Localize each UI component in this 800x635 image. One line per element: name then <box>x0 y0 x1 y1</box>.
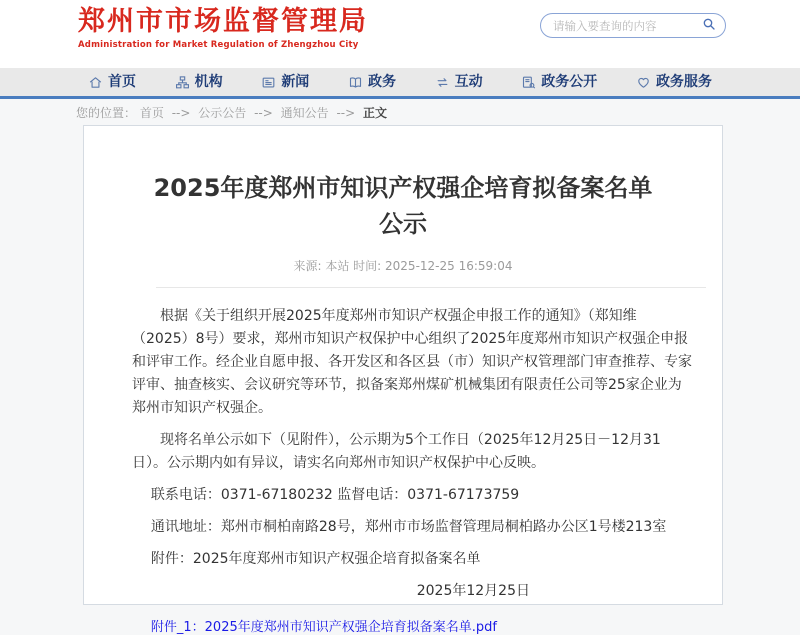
home-icon <box>88 75 103 90</box>
breadcrumb-current: 正文 <box>363 106 388 120</box>
site-logo <box>78 7 368 50</box>
breadcrumb-separator: --> <box>254 106 273 120</box>
news-icon <box>261 75 276 90</box>
nav-item-disclosure[interactable] <box>521 75 597 90</box>
main-nav <box>0 68 800 99</box>
breadcrumb <box>76 104 387 121</box>
interaction-icon <box>435 75 450 90</box>
breadcrumb-item-home[interactable]: 首页 <box>139 106 164 120</box>
nav-item-home[interactable] <box>88 75 136 90</box>
article-paragraph: 现将名单公示如下（见附件），公示期为5个工作日（2025年12月25日－12月31日）。公示期内如有异议，请实名向郑州市知识产权保护中心反映。 <box>132 432 661 471</box>
attachment-pdf-link[interactable]: 附件_1：2025年度郑州市知识产权强企培育拟备案名单.pdf <box>150 620 497 635</box>
sitemap-icon <box>175 75 190 90</box>
breadcrumb-prefix: 您的位置： <box>76 106 137 120</box>
breadcrumb-item-announcements[interactable]: 通知公告 <box>280 106 329 120</box>
nav-label: 政务公开 <box>541 74 598 90</box>
attachment-note-line: 附件：2025年度郑州市知识产权强企培育拟备案名单 <box>150 551 481 567</box>
search-input[interactable] <box>553 19 701 33</box>
nav-label: 政务服务 <box>655 74 712 90</box>
breadcrumb-separator: --> <box>336 106 356 120</box>
article-container <box>83 125 723 635</box>
site-title-english: Administration for Market Regulation of Zhengzhou City <box>78 40 359 50</box>
nav-item-organization[interactable] <box>175 75 223 90</box>
search-icon <box>701 16 717 35</box>
nav-label: 互动 <box>454 74 483 90</box>
gov-affairs-icon <box>348 75 363 90</box>
article-title: 2025年度郑州市知识产权强企培育拟备案名单公示 <box>153 174 653 238</box>
nav-item-service[interactable] <box>636 75 712 90</box>
breadcrumb-item-notices[interactable]: 公示公告 <box>198 106 247 120</box>
article-meta: 来源: 本站 时间: 2025-12-25 16:59:04 <box>293 259 513 273</box>
nav-label: 机构 <box>194 74 223 90</box>
nav-item-news[interactable] <box>261 75 309 90</box>
contact-phone-line: 联系电话：0371-67180232 监督电话：0371-67173759 <box>150 487 520 503</box>
site-search <box>540 13 726 38</box>
attachment-row <box>132 616 692 635</box>
search-button[interactable] <box>701 16 717 35</box>
site-header <box>0 0 800 68</box>
breadcrumb-separator: --> <box>171 106 191 120</box>
nav-label: 新闻 <box>281 74 310 90</box>
article-body <box>84 288 722 635</box>
article-date: 2025年12月25日 <box>416 583 530 599</box>
nav-item-interaction[interactable] <box>435 75 483 90</box>
mailing-address-line: 通讯地址：郑州市桐柏南路28号，郑州市市场监督管理局桐柏路办公区1号楼213室 <box>150 519 667 535</box>
nav-label: 首页 <box>108 74 136 90</box>
disclosure-icon <box>521 75 536 90</box>
nav-item-gov-affairs[interactable] <box>348 75 396 90</box>
article-paragraph: 根据《关于组织开展2025年度郑州市知识产权强企申报工作的通知》（郑知维（2025）8号）要求，郑州市知识产权保护中心组织了2025年度郑州市知识产权强企申报和评审工作。经企业自愿申报、各开发区和各区县（市）知识产权管理部门审查推荐、专家评审、抽查核实、会议研究等环节，拟备案郑州煤矿机械集团有限责任公司等25家企业为郑州市知识产权强企。 <box>132 308 692 416</box>
site-title: 郑州市市场监督管理局 <box>78 6 368 37</box>
heart-icon <box>636 75 651 90</box>
nav-label: 政务 <box>367 74 396 90</box>
